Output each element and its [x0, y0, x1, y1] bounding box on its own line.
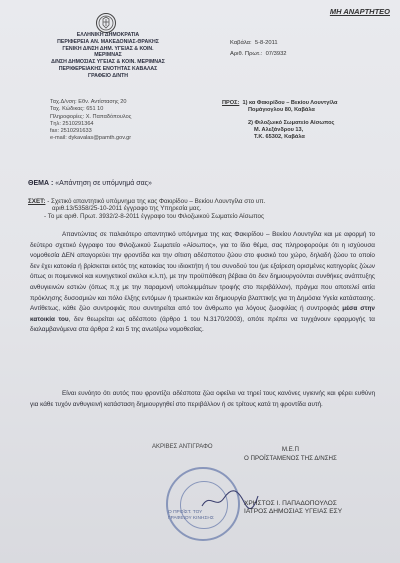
- issuing-authority-header: [48, 32, 168, 80]
- contact-line: e-mail: dykavalas@pamth.gov.gr: [50, 135, 132, 142]
- contact-info: [50, 99, 131, 143]
- recipient-1-name: 1) κα Φακιρίδου – Βεκίου Λουντγίλα: [242, 100, 338, 106]
- recipients-label: ΠΡΟΣ:: [222, 100, 240, 106]
- header-line: Δ/ΝΣΗ ΔΗΜΟΣΙΑΣ ΥΓΕΙΑΣ & ΚΟΙΝ. ΜΕΡΙΜΝΑΣ: [51, 59, 165, 66]
- seal-caption-line: ΓΡΑΦΕΙΟΥ ΚΙΝΗΣΗΣ: [168, 516, 214, 521]
- subject-label: ΘΕΜΑ :: [28, 180, 54, 187]
- recipient-2-address: Μ. Αλεξάνδρου 13,: [254, 127, 304, 133]
- subject-text: «Απάντηση σε υπόμνημά σας»: [55, 180, 152, 187]
- header-line: ΠΕΡΙΦΕΡΕΙΑΚΗΣ ΕΝΟΤΗΤΑΣ ΚΑΒΑΛΑΣ: [58, 65, 158, 72]
- signatory-title: [244, 445, 337, 463]
- references-block: [28, 198, 265, 220]
- reference-line: - Σχετικό απαντητικό υπόμνημα της κας Φακιρίδου – Βεκίου Λουντγίλα στο υπ.: [47, 198, 266, 205]
- date-label: Καβάλα:: [230, 40, 252, 46]
- contact-line: Ταχ.Δ/νση: Εθν. Αντίστασης 20: [50, 99, 127, 105]
- recipient-2-name: 2) Φιλοζωικό Σωματείο Αίσωπος: [248, 120, 335, 126]
- signatory-role: ΙΑΤΡΟΣ ΔΗΜΟΣΙΑΣ ΥΓΕΙΑΣ ΕΣΥ: [244, 508, 343, 516]
- header-line: ΓΕΝΙΚΗ Δ/ΝΣΗ ΔΗΜ. ΥΓΕΙΑΣ & ΚΟΙΝ. ΜΕΡΙΜΝΑΣ: [62, 45, 154, 59]
- protocol-label: Αριθ. Πρωτ.:: [230, 51, 263, 57]
- reference-line: - Το με αριθ. Πρωτ. 3932/2-8-2011 έγγραφο του Φιλοζωικού Σωματείο Αίσωπος: [44, 212, 265, 220]
- contact-line: Πληροφορίες: Χ. Παπαδόπουλος: [50, 113, 132, 120]
- signatory-name: ΧΡΗΣΤΟΣ Ι. ΠΑΠΑΔΟΠΟΥΛΟΣ: [244, 500, 337, 507]
- header-line: ΕΛΛΗΝΙΚΗ ΔΗΜΟΚΡΑΤΙΑ: [76, 32, 140, 38]
- subject-line: [28, 180, 152, 187]
- signatory-title-line: Μ.Ε.Π: [281, 446, 300, 453]
- signatory-title-line: Ο ΠΡΟΪΣΤΑΜΕΝΟΣ ΤΗΣ Δ/ΝΣΗΣ: [244, 455, 337, 462]
- reference-line: αριθ.13/5358/25-10-2011 έγγραφο της Υπηρεσία μας.: [52, 205, 202, 213]
- recipient-2-postcode: Τ.Κ. 65302, Καβάλα: [254, 134, 305, 140]
- certified-copy-label: ΑΚΡΙΒΕΣ ΑΝΤΙΓΡΑΦΟ: [152, 444, 213, 450]
- paragraph-1-end: , δεν θεωρείται ως αδέσποτο (άρθρο 1 του Ν.3170/2003), οπότε πρέπει να τυγχάνουν εφαρμογής τα διαλαμβανόμενα στα άρθρα 2 και 5 της ανωτέρω νομοθεσίας.: [30, 315, 375, 334]
- recipient-1-address: Πομάγιογλου 80, Καβάλα: [248, 107, 315, 113]
- contact-line: Ταχ. Κώδικας: 651 10: [50, 106, 104, 113]
- header-line: ΠΕΡΙΦΕΡΕΙΑ ΑΝ. ΜΑΚΕΔΟΝΙΑΣ-ΘΡΑΚΗΣ: [57, 38, 159, 45]
- contact-line: fax: 2510291633: [50, 128, 92, 135]
- protocol-value: 07/3932: [265, 51, 287, 57]
- header-line: ΓΡΑΦΕΙΟ Δ/ΝΤΗ: [87, 72, 129, 79]
- date-protocol-block: [230, 38, 287, 60]
- references-label: ΣΧΕΤ:: [28, 198, 46, 205]
- contact-line: Tηλ: 2510291364: [50, 120, 94, 127]
- date-value: 5-8-2011: [254, 40, 278, 46]
- body-paragraph-1: [30, 230, 375, 336]
- paragraph-1-emphasis: μέσα στην κατοικία του: [30, 305, 375, 323]
- paragraph-1-text: Απαντώντας σε παλαιότερο απαντητικό υπόμνημα της κας Φακιρίδου – Βεκίου Λουντγίλα και με αφορμή το δεύτερο σχετικό έγγραφο του Φιλοζωικού Σωματείο «Αίσωπος», για το ίδιο θέμα, σας πληροφορούμε ότι η ισχύουσα νομοθεσία ΔΕΝ απαγορεύει την φροντίδα και την σίτιση αδέσποτου ζώου στο φυσικό του χώρο, δηλαδή ζώου το οποίο δεν έχει κατοικία ή βρίσκεται εκτός της κατοικίας του ιδιοκτήτη ή του συνοδού του (με εξαίρεση ορισμένες κατηγορίες ζώων όπως οι ποιμενικοί και κυνηγετικοί σκύλοι κ.λ.π), με την προϋπόθεση βέβαια ότι δεν δημιουργούνται συνθήκες ανάπτυξης ανθυγιεινών εστιών (όπως π.χ με την παραμονή υπολειμμάτων τροφής στο περιβάλλον), πράγμα που αποτελεί αιτία πρόκλησης δυσοσμιών και πόλο έλξης εντόμων ή τρωκτικών και δημιουργία βλαπτικής για τη Δημόσια Υγεία κατάστασης. Αντίθετως, κάθε ζώο συντροφιάς που συντηρείται από τον άνθρωπο για λόγους ζωοφιλίας ή συντροφιάς: [30, 231, 375, 313]
- recipients-block: [222, 100, 337, 141]
- signatory-name-block: [244, 500, 342, 516]
- not-for-posting-stamp: ΜΗ ΑΝΑΡΤΗΤΕΟ: [329, 7, 390, 16]
- seal-caption-line: Ο ΠΡΟΪΣΤ. ΤΟΥ: [168, 510, 203, 515]
- body-paragraph-2: Είναι ευνόητο ότι αυτός που φροντίζει αδέσποτα ζώα οφείλει να τηρεί τους κανόνες υγιεινής και φέρει ευθύνη για κάθε τυχόν ανθυγιεινή κατάσταση δημιουργηθεί στο περιβάλλον ή σε τρίτους κατά τη φροντίδα αυτή.: [30, 390, 375, 408]
- greek-emblem-icon: [96, 13, 116, 33]
